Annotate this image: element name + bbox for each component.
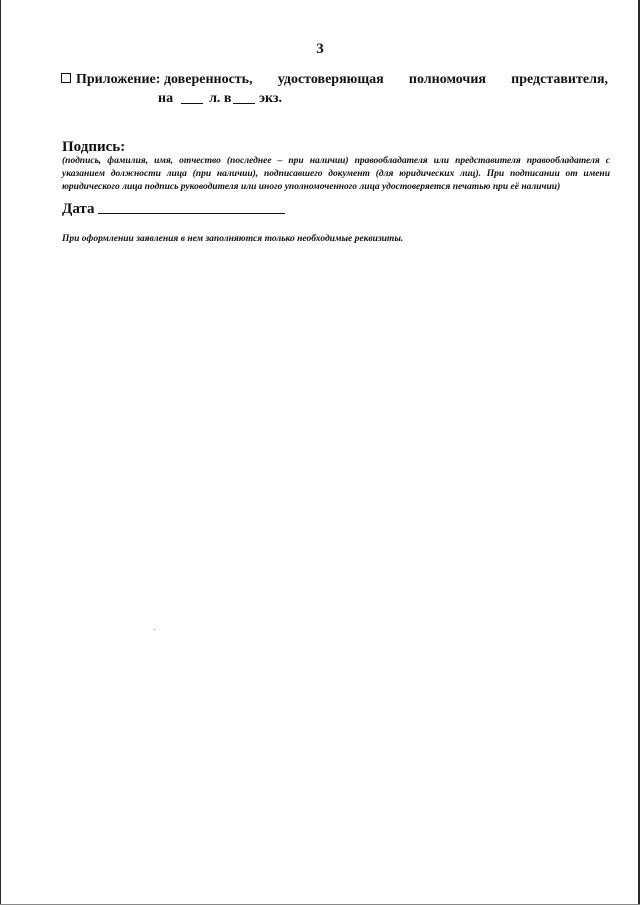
date-row	[62, 201, 285, 218]
date-field[interactable]	[98, 212, 285, 214]
copies-count-field[interactable]	[233, 102, 255, 104]
attachment-pages-line	[158, 91, 282, 107]
signature-title: Подпись:	[62, 139, 126, 155]
attachment-pages-middle: л. в	[209, 91, 232, 106]
attachment-line	[61, 72, 608, 88]
attachment-word-2: удостоверяющая	[277, 72, 384, 87]
scan-speck	[154, 629, 155, 630]
attachment-label: Приложение: доверенность,	[76, 72, 253, 87]
attachment-pages-prefix: на	[158, 91, 174, 106]
page-border-left	[0, 0, 1, 905]
attachment-checkbox[interactable]	[61, 73, 71, 83]
fill-instructions-note: При оформлении заявления в нем заполняются только необходимые реквизиты.	[62, 234, 404, 244]
pages-count-field[interactable]	[181, 102, 203, 104]
attachment-word-4: представителя,	[511, 72, 609, 87]
attachment-word-3: полномочия	[408, 72, 486, 87]
date-label: Дата	[62, 201, 95, 217]
page-number: 3	[316, 41, 324, 57]
signature-note: (подпись, фамилия, имя, отчество (последнее – при наличии) правообладателя или представителя правообладателя с указанием должности лица (при наличии), подписавшего документ (для юридических лиц). При подписании от имени юридического лица подпись руководителя или иного уполномоченного лица удостоверяется печатью при её наличии)	[62, 156, 610, 192]
attachment-pages-suffix: экз.	[259, 91, 283, 106]
